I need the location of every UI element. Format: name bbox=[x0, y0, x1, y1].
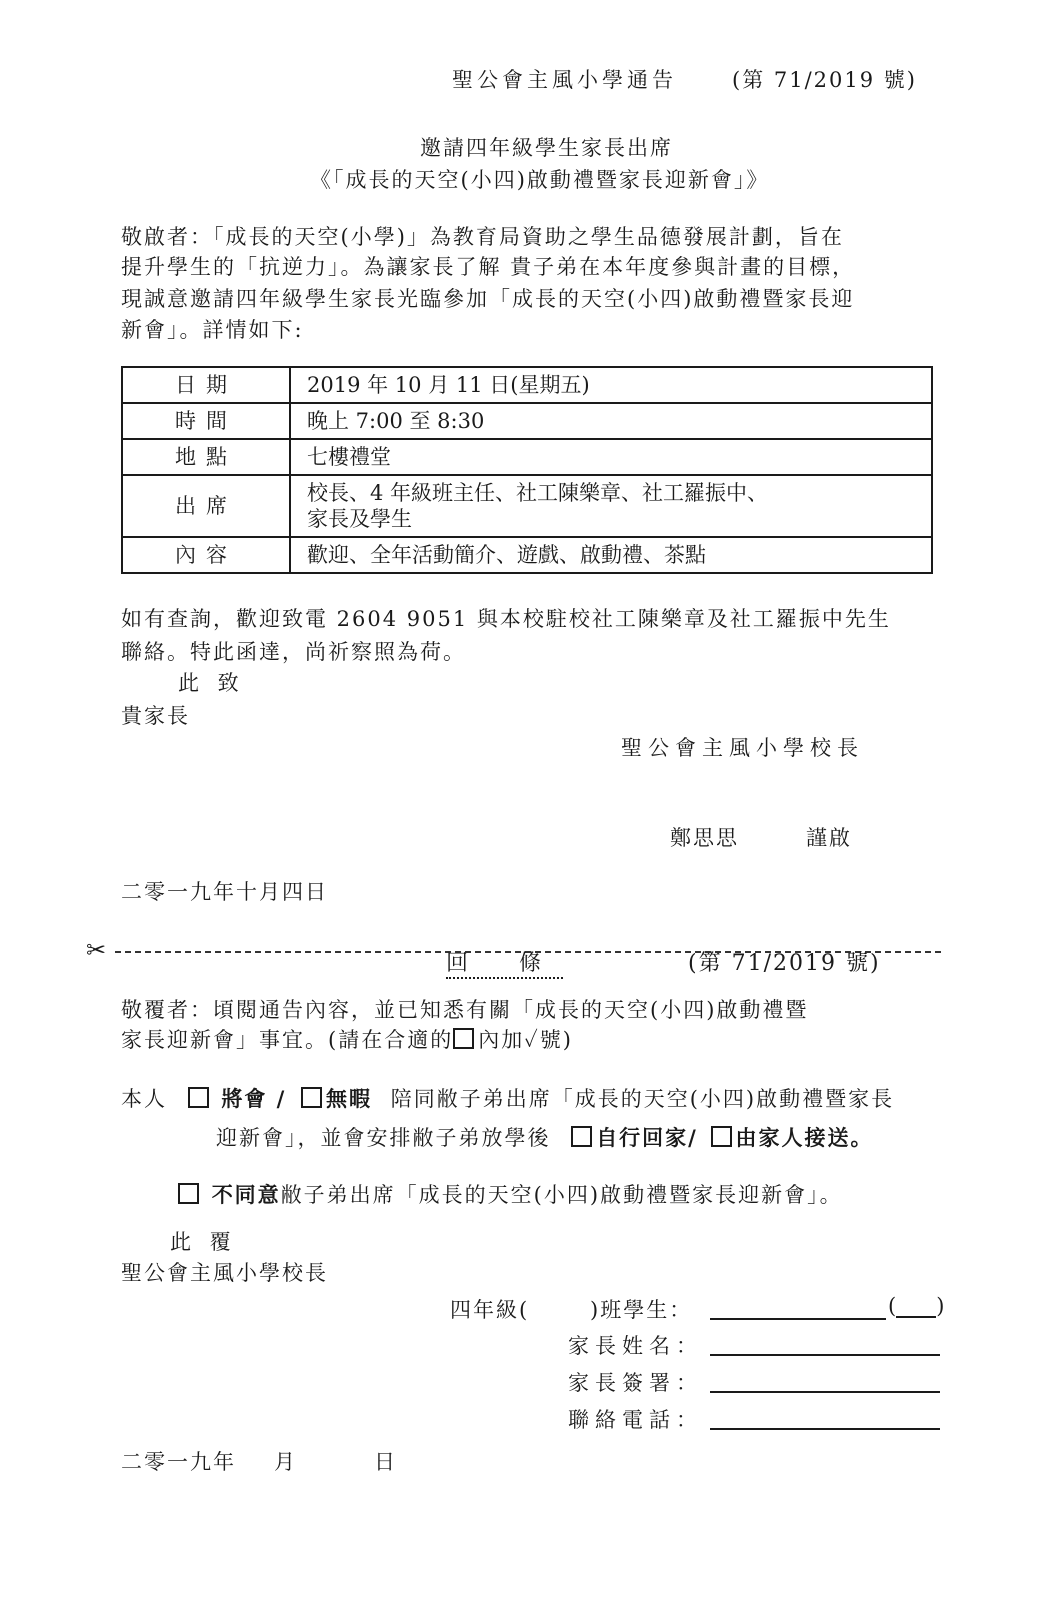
event-details-table bbox=[121, 366, 933, 574]
signer-name: 鄭思思 bbox=[670, 826, 739, 850]
row-label-content: 內容 bbox=[122, 537, 290, 573]
reply-ack-line-1: 敬覆者：頃閱通告內容，並已知悉有關「成長的天空(小四)啟動禮暨 bbox=[121, 998, 809, 1022]
option-go-home-self-label: 自行回家/ bbox=[596, 1125, 698, 1150]
parent-signature-field[interactable] bbox=[710, 1367, 940, 1393]
enquiry-line-1: 如有查詢，歡迎致電 2604 9051 與本校駐校社工陳樂章及社工羅振中先生 bbox=[121, 607, 891, 631]
intro-line-4: 新會」。詳情如下: bbox=[121, 318, 304, 342]
row-label-attendees: 出席 bbox=[122, 475, 290, 537]
parent-name-field[interactable] bbox=[710, 1330, 940, 1356]
respectfully: 謹啟 bbox=[806, 826, 852, 850]
ack-text-c: 號) bbox=[539, 1028, 573, 1052]
row-value-venue: 七樓禮堂 bbox=[290, 439, 932, 475]
checkbox-will-attend[interactable] bbox=[188, 1087, 209, 1108]
option-dismissal-text: 迎新會」，並會安排敝子弟放學後 bbox=[216, 1126, 551, 1150]
option-prefix: 本人 bbox=[121, 1087, 167, 1111]
student-name-field[interactable] bbox=[710, 1294, 886, 1320]
row-label-date: 日期 bbox=[122, 367, 290, 403]
table-row bbox=[122, 475, 932, 537]
row-value-attendees bbox=[290, 475, 932, 537]
enquiry-line-2: 聯絡。特此函達，尚祈察照為荷。 bbox=[121, 640, 466, 664]
signer-title: 聖公會主風小學校長 bbox=[621, 736, 864, 760]
class-number-close: ) bbox=[936, 1294, 945, 1318]
closing-to: 此 致 bbox=[178, 671, 245, 695]
reply-date-year: 二零一九年 bbox=[121, 1450, 236, 1474]
table-row bbox=[122, 439, 932, 475]
row-value-content: 歡迎、全年活動簡介、遊戲、啟動禮、茶點 bbox=[290, 537, 932, 573]
option-attend-rest: 陪同敝子弟出席「成長的天空(小四)啟動禮暨家長 bbox=[390, 1087, 895, 1111]
reply-date-month: 月 bbox=[274, 1450, 295, 1474]
option-disagree-line bbox=[178, 1179, 843, 1209]
table-row bbox=[122, 367, 932, 403]
notice-date: 二零一九年十月四日 bbox=[121, 880, 328, 904]
reply-to: 此 覆 bbox=[170, 1230, 237, 1254]
title-line-2: 《「成長的天空(小四)啟動禮暨家長迎新會」》 bbox=[310, 168, 770, 192]
scissors-icon: ✂ bbox=[86, 936, 107, 964]
parent-name-label: 家長姓名： bbox=[568, 1334, 703, 1358]
option-disagree-rest: 敝子弟出席「成長的天空(小四)啟動禮暨家長迎新會」。 bbox=[280, 1183, 843, 1207]
intro-line-2: 提升學生的「抗逆力」。為讓家長了解 貴子弟在本年度參與計畫的目標， bbox=[121, 255, 856, 279]
option-unable-label: 無暇 bbox=[326, 1086, 373, 1111]
checkbox-unable-attend[interactable] bbox=[301, 1087, 322, 1108]
option-family-pickup-label: 由家人接送。 bbox=[735, 1125, 874, 1150]
checkmark-icon: ✓ bbox=[524, 1028, 540, 1052]
ack-text-a: 家長迎新會」事宜。(請在合適的 bbox=[121, 1028, 454, 1052]
student-class-label: 四年級( bbox=[450, 1298, 530, 1322]
row-label-venue: 地點 bbox=[122, 439, 290, 475]
contact-phone-label: 聯絡電話： bbox=[568, 1408, 703, 1432]
contact-phone-field[interactable] bbox=[710, 1404, 940, 1430]
reply-ack-line-2 bbox=[121, 1024, 573, 1054]
attendees-line-1: 校長、4 年級班主任、社工陳樂章、社工羅振中、 bbox=[307, 481, 769, 505]
intro-line-3: 現誠意邀請四年級學生家長光臨參加「成長的天空(小四)啟動禮暨家長迎 bbox=[121, 287, 855, 311]
checkbox-sample-icon bbox=[453, 1028, 474, 1049]
notice-number: (第 71/2019 號) bbox=[732, 68, 917, 92]
option-attend-line bbox=[121, 1083, 894, 1113]
reply-notice-number: (第 71/2019 號) bbox=[688, 951, 881, 976]
closing-recipient: 貴家長 bbox=[121, 704, 190, 728]
title-line-1: 邀請四年級學生家長出席 bbox=[420, 136, 673, 160]
row-label-time: 時間 bbox=[122, 403, 290, 439]
class-number-field[interactable] bbox=[888, 1294, 944, 1318]
class-number-open: ( bbox=[888, 1294, 897, 1318]
checkbox-family-pickup[interactable] bbox=[711, 1126, 732, 1147]
checkbox-disagree[interactable] bbox=[178, 1183, 199, 1204]
checkbox-go-home-self[interactable] bbox=[571, 1126, 592, 1147]
ack-text-b: 內加 bbox=[478, 1028, 525, 1052]
option-dismissal-line bbox=[216, 1122, 874, 1152]
reply-date-day: 日 bbox=[374, 1450, 395, 1474]
reply-recipient: 聖公會主風小學校長 bbox=[121, 1261, 328, 1285]
row-value-time: 晚上 7:00 至 8:30 bbox=[290, 403, 932, 439]
intro-line-1: 敬啟者：「成長的天空(小學)」為教育局資助之學生品德發展計劃，旨在 bbox=[121, 225, 844, 249]
option-will-attend-label: 將會 / bbox=[221, 1086, 287, 1111]
row-value-date: 2019 年 10 月 11 日(星期五) bbox=[290, 367, 932, 403]
class-number-blank bbox=[896, 1294, 936, 1318]
table-row bbox=[122, 403, 932, 439]
parent-signature-label: 家長簽署： bbox=[568, 1371, 703, 1395]
attendees-line-2: 家長及學生 bbox=[307, 507, 412, 531]
table-row bbox=[122, 537, 932, 573]
school-notice-title: 聖公會主風小學通告 bbox=[452, 68, 677, 92]
option-disagree-label: 不同意 bbox=[211, 1182, 281, 1207]
student-label: )班學生： bbox=[590, 1298, 693, 1322]
reply-slip-title: 回 條 bbox=[446, 946, 563, 979]
